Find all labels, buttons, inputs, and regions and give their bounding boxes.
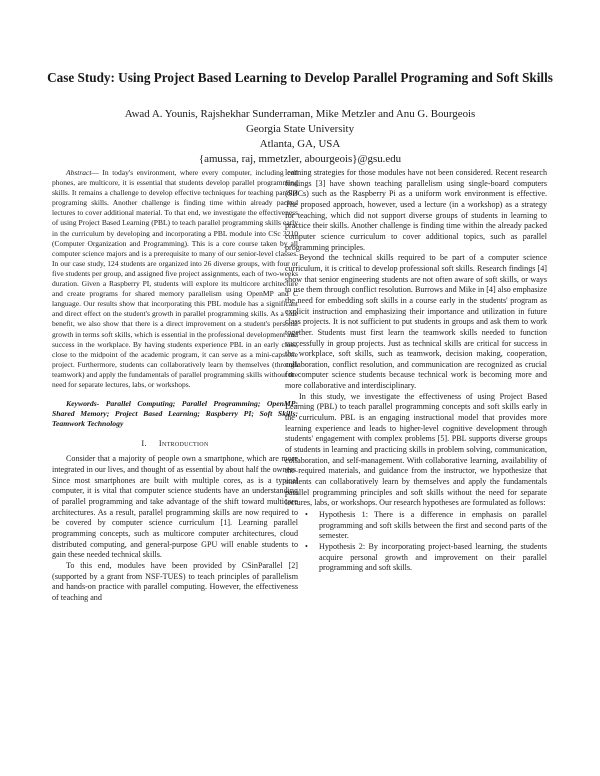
section-numeral: I. bbox=[141, 438, 147, 448]
hypotheses-list bbox=[285, 510, 547, 574]
list-item bbox=[285, 542, 547, 574]
intro-paragraph-2: To this end, modules have been provided by CSinParallel [2] (supported by a grant from NSF-TUES) to teach principles of parallelism and hands-on practice with parallel computing. However, the effectiveness of teaching and bbox=[52, 560, 298, 602]
paper-title: Case Study: Using Project Based Learning to Develop Parallel Programing and Soft Skills bbox=[47, 70, 553, 85]
intro-paragraph-soft-skills: Beyond the technical skills required to be part of a computer science curriculum, it is critical to develop professional soft skills. Research findings [4] show that senior engineering students are not often aware of soft skills, or ways to use them through conflict resolution. Burrows and Mike in [4] also emphasize the need for embedding soft skills in a course early in the students' program as explicit instruction and emphasizing their importance and utilization in future class projects. It is not sufficient to put students in groups and ask them to work together. Students must first learn the teamwork skills needed to function successfully in group projects. Just as technical skills are critical for success in the workplace, soft skills, such as teamwork, decision making, cooperation, collaboration, conflict resolution, and communication are recognized as crucial for computer science students because technical work is becoming more and more collaborative and interdisciplinary. bbox=[285, 253, 547, 391]
hypothesis-2-text: Hypothesis 2: By incorporating project-based learning, the students acquire personal growth and improvement on their parallel programming and soft skills. bbox=[319, 541, 547, 573]
abstract bbox=[52, 168, 298, 390]
left-column bbox=[52, 168, 298, 604]
author-emails: {amussa, raj, mmetzler, abourgeois}@gsu.edu bbox=[198, 153, 402, 165]
author-block bbox=[40, 107, 560, 167]
intro-paragraph-study: In this study, we investigate the effectiveness of using Project Based Learning (PBL) to teach parallel programming concepts and soft skills early in the curriculum. PBL is an engaging instructional model that provides more learning experience and leads to higher-level cognitive development through students' engagement with complex problems [5]. PBL supports diverse groups of students in learning and practicing skills in problem solving, communication, collaboration, and self-management. With collaborative learning, availability of the required materials, and guidance from the instructor, we hypothesize that students can collaboratively learn by themselves and apply the fundamentals parallel programming principles and soft skills without the need for separate lectures, labs, or workshops. Our research hypotheses are formulated as follows: bbox=[285, 391, 547, 508]
intro-paragraph-1: Consider that a majority of people own a smartphone, which are more integrated in our lives, and thought of as essential by about half the owners. Since most smartphones are built with multiple cores, as is a typical computer, it is vital that computer science students have an understanding of parallel programming and take advantage of the shift toward multicore architectures. As a result, parallel programming skills are now required to be covered by computer science curriculum [1]. Learning parallel programming concepts, such as multicore computer architectures, cloud distributed computing, and general-purpose GPU will enable students to gain these needed technical skills. bbox=[52, 454, 298, 560]
author-location: Atlanta, GA, USA bbox=[259, 138, 341, 150]
bullet-icon: • bbox=[305, 541, 308, 551]
section-title: Introduction bbox=[158, 438, 209, 448]
hypothesis-1-text: Hypothesis 1: There is a difference in emphasis on parallel programming and soft skills between the first and second parts of the semester. bbox=[319, 510, 547, 541]
author-affiliation: Georgia State University bbox=[245, 123, 355, 135]
list-item bbox=[285, 510, 547, 542]
keywords: Keywords- Parallel Computing; Parallel Programming; OpenMP; Shared Memory; Project Based Learning; Raspberry PI; Soft Skills; Teamwork Technology bbox=[52, 399, 298, 429]
author-names: Awad A. Younis, Rajshekhar Sunderraman, Mike Metzler and Anu G. Bourgeois bbox=[124, 108, 476, 120]
bullet-icon: • bbox=[305, 510, 308, 519]
intro-paragraph-continued: learning strategies for those modules have not been considered. Recent research findings [3] have shown teaching parallelism using single-board computers (SBCs) such as the Raspberry Pi as a uniform work environment is effective. The proposed approach, however, used a lecture (in a workshop) as a strategy for teaching, which did not support diverse groups of students in learning to practice their skills. Another challenge is finding time within the already packed computer science curriculum to cover additional topics, such as parallel programming principles. bbox=[285, 168, 547, 252]
section-heading-introduction bbox=[52, 439, 298, 450]
abstract-text: — In today's environment, where every computer, including cell phones, are multicore, it is essential that students develop parallel programming skills. It remains a challenge to develop effective techniques for teaching parallel programing skills. Another challenge is finding time within already packed lectures to cover additional material. To that end, we investigate the effectiveness of using Project Based Learning (PBL) to teach parallel programming skills early in the curriculum by developing and incorporating a PBL module into CSc 3210 (Computer Organization and Programming). This is a core course taken by all computer science majors and is a prerequisite to many of our senior-level classes. In our case study, 124 students are organized into 26 diverse groups, with four or five students per group, and assigned five project assignments, each of two-weeks duration. Given a Raspberry PI, students will explore its multicore architecture and create programs for shared memory parallelism using OpenMP and C language. Our results show that incorporating this PBL module has a significant and direct effect on the student's growth in parallel programming skills. As a side benefit, we also show that there is a direct improvement on a student's personal growth in terms soft skills, which is essential in the professional development and success in the workplace. By having students experience PBL in an early class, close to the midpoint of the academic program, it can serve as a mini-capstone project. Furthermore, students can collaboratively learn by themselves (through teamwork) and apply the fundamentals of parallel programming skills without the need for separate lectures, labs, or workshops. bbox=[52, 168, 298, 389]
abstract-label: Abstract bbox=[66, 168, 92, 177]
right-column bbox=[285, 168, 547, 574]
